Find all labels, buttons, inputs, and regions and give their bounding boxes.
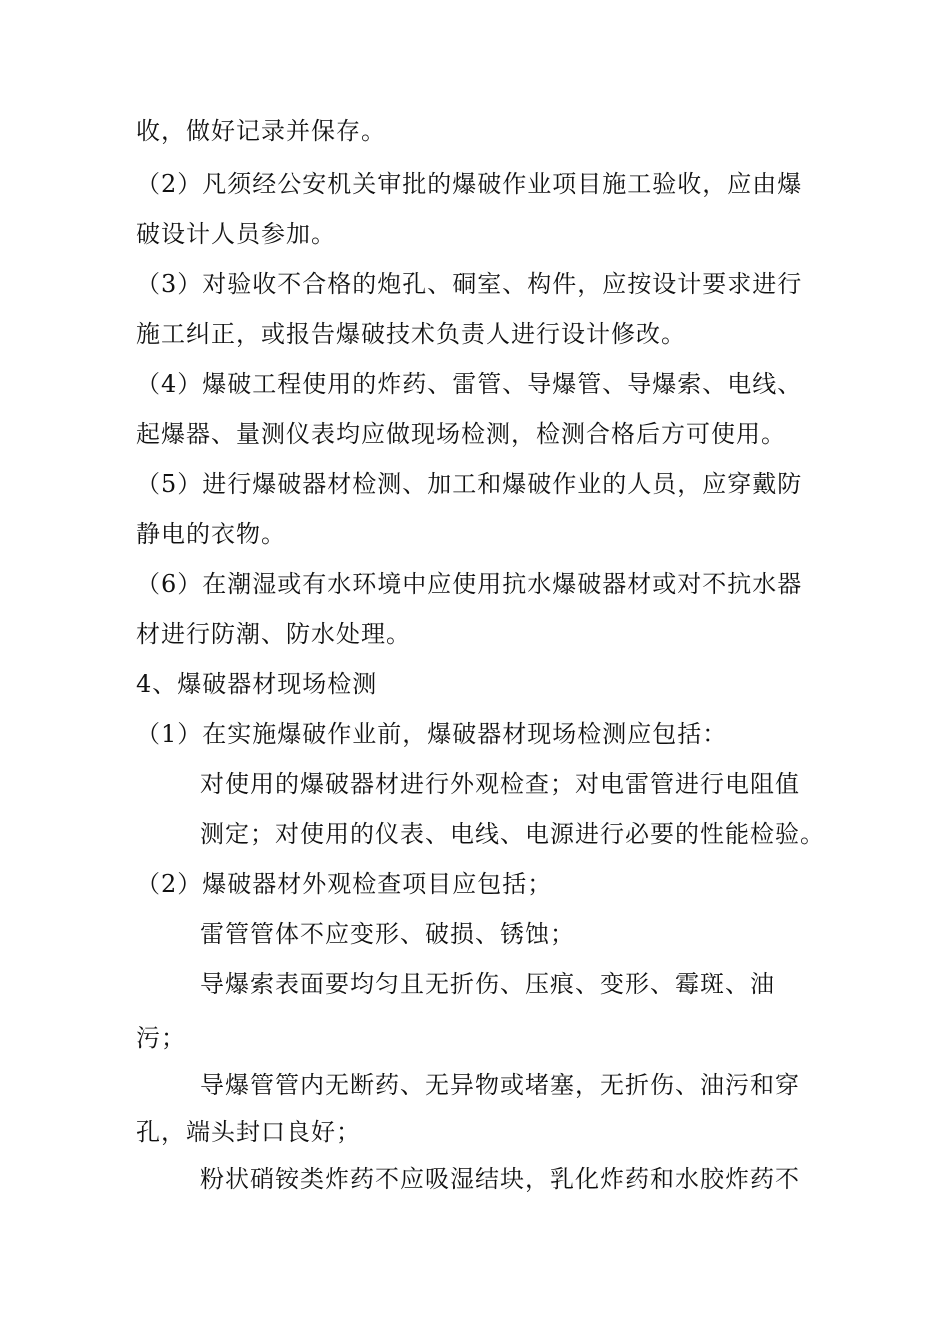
text-line-18: 导爆索表面要均匀且无折伤、压痕、变形、霉斑、油 [200, 970, 775, 998]
text-line-6: （4）爆破工程使用的炸药、雷管、导爆管、导爆索、电线、 [136, 370, 803, 398]
text-line-13: （1）在实施爆破作业前，爆破器材现场检测应包括： [136, 720, 728, 748]
section-heading: 4、爆破器材现场检测 [136, 670, 378, 698]
text-line-3: 破设计人员参加。 [136, 220, 336, 248]
text-line-15: 测定；对使用的仪表、电线、电源进行必要的性能检验。 [200, 820, 825, 848]
text-line-19: 污； [136, 1024, 186, 1052]
text-line-11: 材进行防潮、防水处理。 [136, 620, 411, 648]
text-line-8: （5）进行爆破器材检测、加工和爆破作业的人员，应穿戴防 [136, 470, 803, 498]
text-line-4: （3）对验收不合格的炮孔、硐室、构件，应按设计要求进行 [136, 270, 803, 298]
text-line-5: 施工纠正，或报告爆破技术负责人进行设计修改。 [136, 320, 686, 348]
text-line-14: 对使用的爆破器材进行外观检查；对电雷管进行电阻值 [200, 770, 800, 798]
text-line-22: 粉状硝铵类炸药不应吸湿结块，乳化炸药和水胶炸药不 [200, 1165, 800, 1193]
text-line-7: 起爆器、量测仪表均应做现场检测，检测合格后方可使用。 [136, 420, 786, 448]
text-line-16: （2）爆破器材外观检查项目应包括； [136, 870, 553, 898]
text-line-1: 收，做好记录并保存。 [136, 117, 386, 145]
text-line-9: 静电的衣物。 [136, 520, 286, 548]
text-line-17: 雷管管体不应变形、破损、锈蚀； [200, 920, 575, 948]
text-line-20: 导爆管管内无断药、无异物或堵塞，无折伤、油污和穿 [200, 1071, 800, 1099]
text-line-2: （2）凡须经公安机关审批的爆破作业项目施工验收，应由爆 [136, 170, 803, 198]
text-line-10: （6）在潮湿或有水环境中应使用抗水爆破器材或对不抗水器 [136, 570, 803, 598]
text-line-21: 孔，端头封口良好； [136, 1118, 361, 1146]
